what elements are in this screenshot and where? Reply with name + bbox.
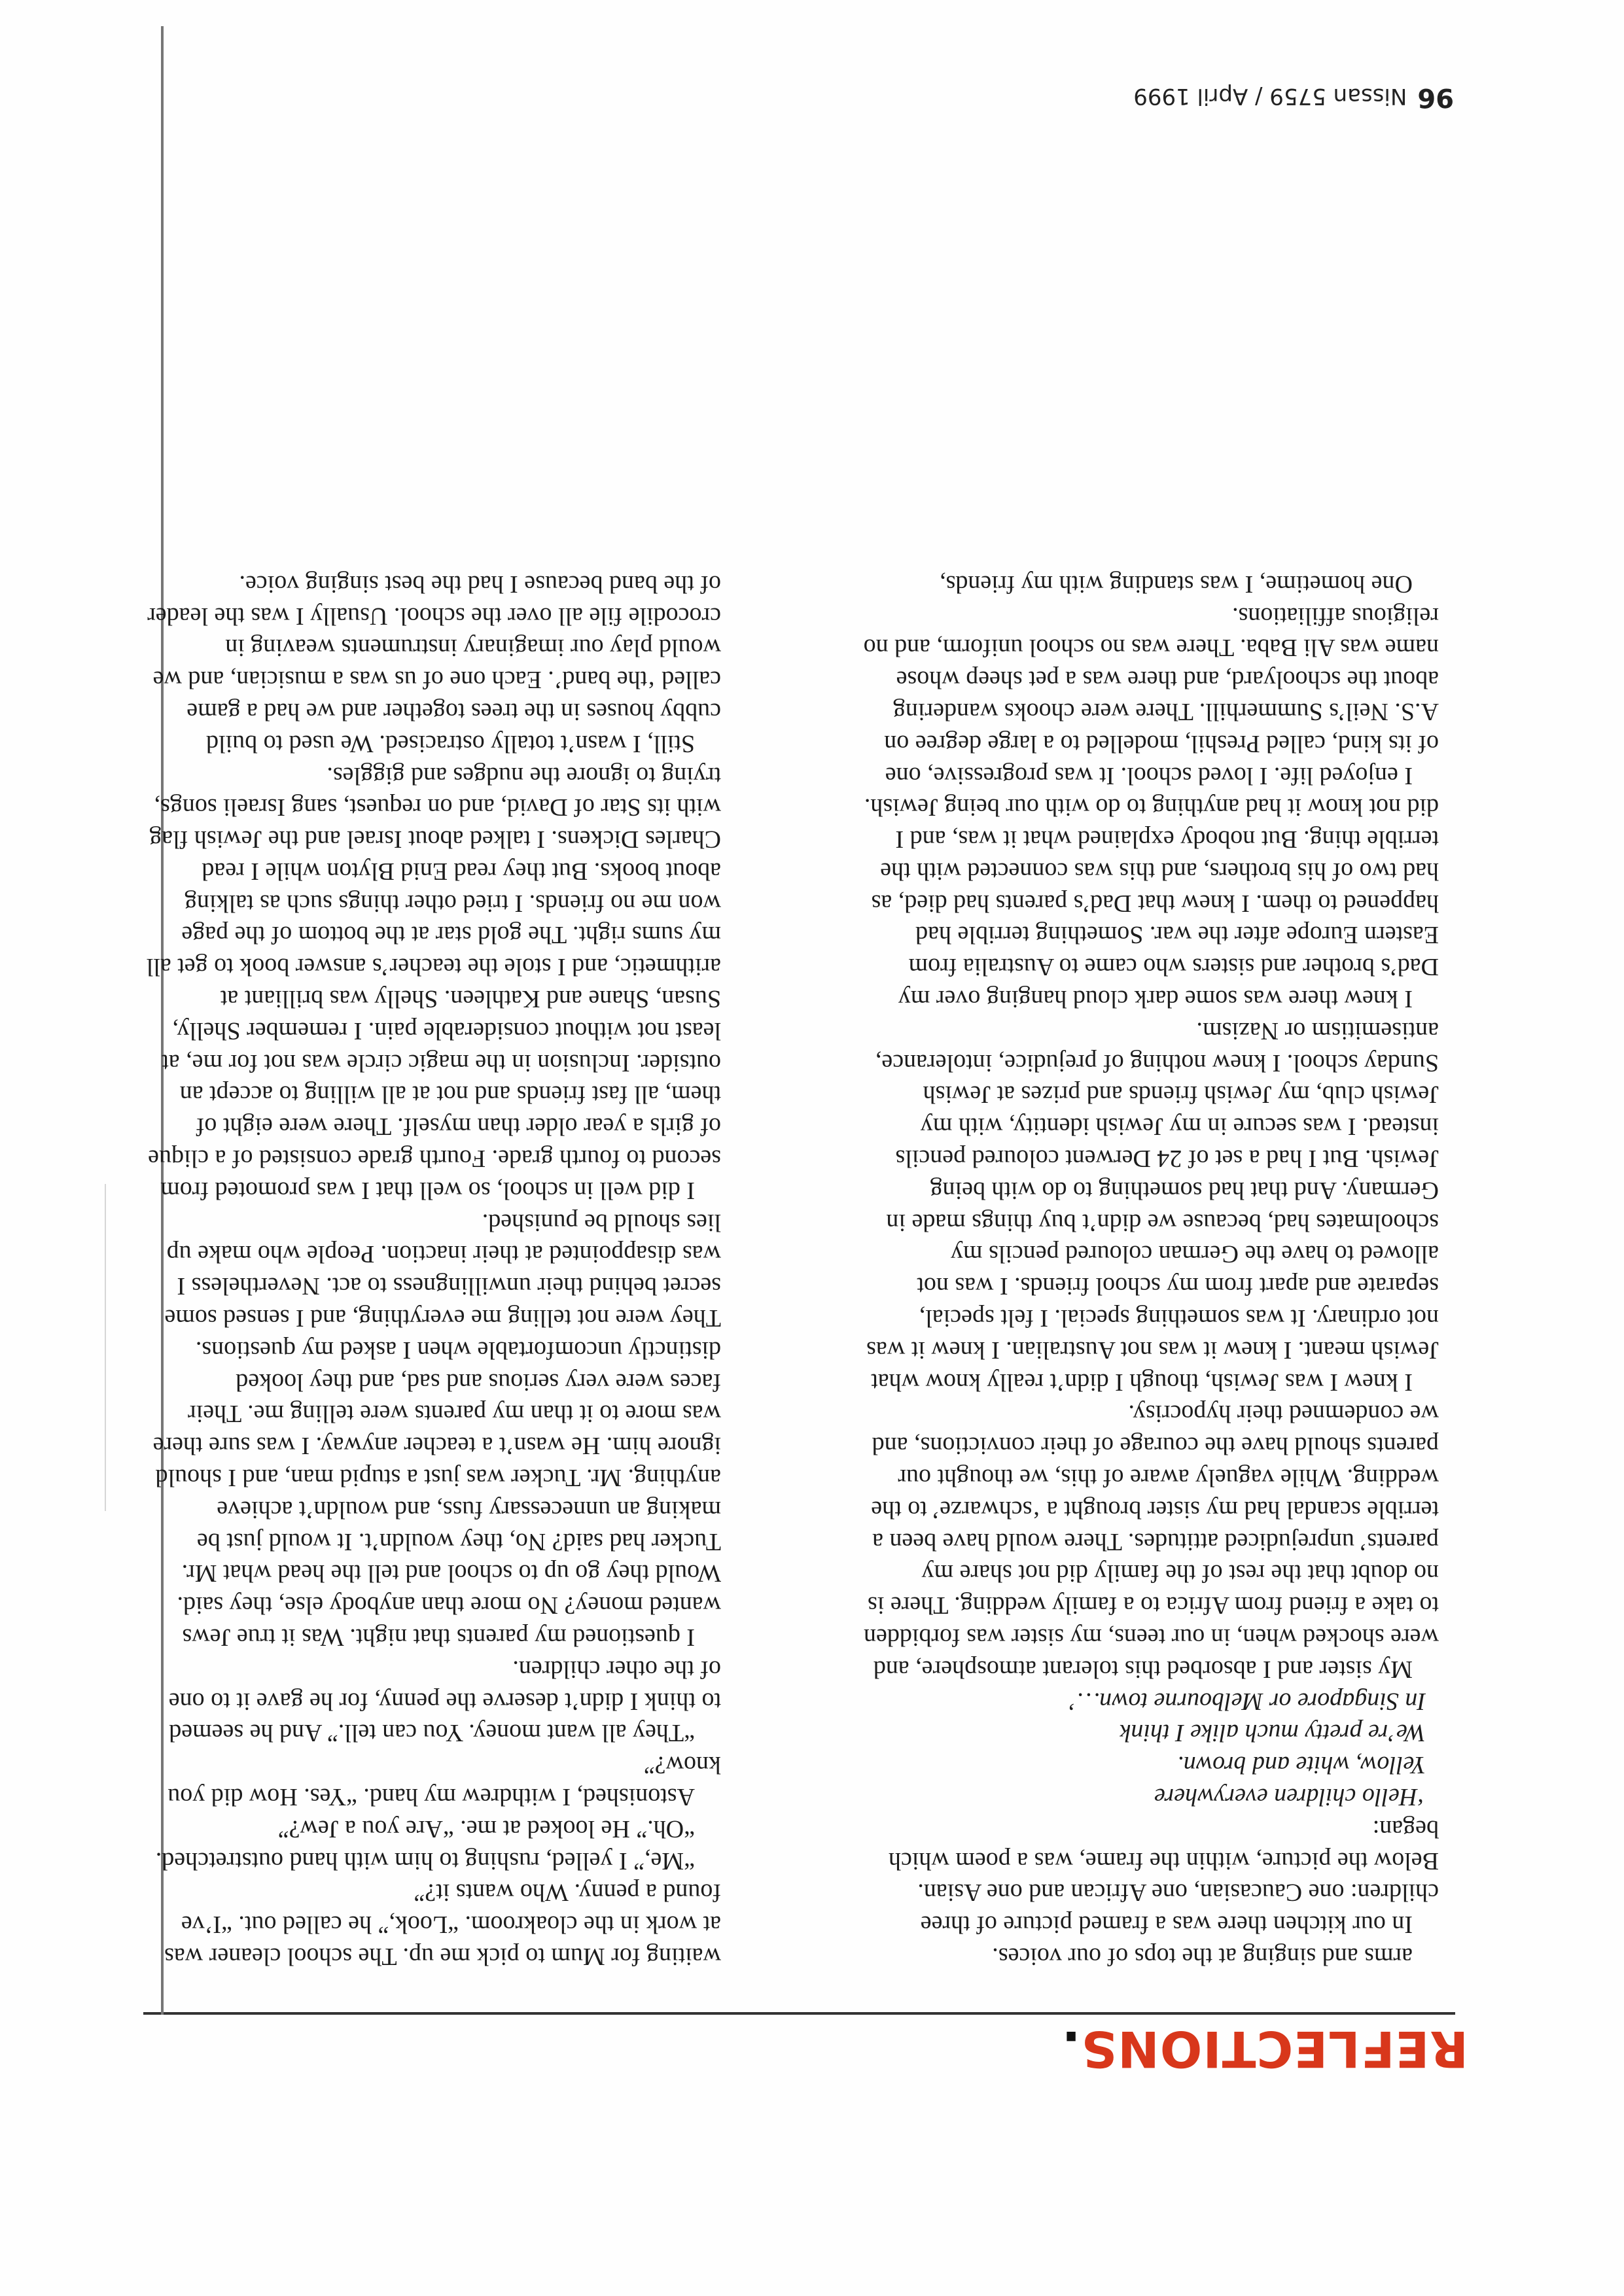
poem-line: In Singapore or Melbourne town…’ <box>1068 1687 1426 1715</box>
paragraph: One hometime, I was standing with my friends, <box>940 570 1413 598</box>
paragraph: “They all want money. You can tell.” And he seemed to think I didn’t deserve the penny, for he gave it to one of the other children. <box>168 1655 721 1747</box>
poem-line: We’re pretty much alike I think <box>1120 1719 1426 1747</box>
poem <box>863 1685 1439 1813</box>
paragraph: I knew there was some dark cloud hanging over my Dad’s brother and sisters who came to Australia from Eastern Europe after the war. Something terrible had happened to them. I knew that Dad’s parents had died, as had two of his brothers, and this was connected with the terrible thing. But nobody explained what it was, and I did not know it had anything to do with our being Jewish. <box>864 793 1439 1013</box>
scan-artifact <box>105 1184 106 1511</box>
section-logo-dot: . <box>1061 2020 1081 2078</box>
issue-date: Nissan 5759 / April 1999 <box>1133 83 1407 109</box>
header-rule <box>143 2012 1455 2015</box>
paragraph: I knew I was Jewish, though I didn’t really know what Jewish meant. I knew it was not Australian. I knew it was not ordinary. It was something special. I felt special, separate and apart from my school friends. I was not allowed to have the German coloured pencils my schoolmates had, because we didn’t buy things made in Germany. And that had something to do with being Jewish. But I had a set of 24 Derwent coloured pencils instead. I was secure in my Jewish identity, with my Jewish club, my Jewish friends and prizes at Jewish Sunday school. I knew nothing of prejudice, intolerance, antisemitism or Nazism. <box>866 1017 1439 1396</box>
paragraph: “Oh.” He looked at me. “Are you a Jew?” <box>277 1815 695 1843</box>
section-logo <box>1061 2020 1468 2078</box>
paragraph: In our kitchen there was a framed picture of three children: one Caucasian, one African and one Asian. Below the picture, within the frame, was a poem which began: <box>888 1815 1439 1939</box>
paragraph: Still, I wasn’t totally ostracised. We used to build cubby houses in the trees together and we had a game called ‘the band’. Each one of us was a musician, and we would play our imaginary instruments weaving in crocodile file all over the school. Usually I was the leader of the band because I had the best singing voice. <box>147 570 721 757</box>
paragraph: “Me,” I yelled, rushing to him with hand outstretched. <box>155 1847 695 1875</box>
paragraph: Astonished, I withdrew my hand. “Yes. How did you know?” <box>168 1751 721 1811</box>
paragraph: I did well in school, so well that I was promoted from second to fourth grade. Fourth grade consisted of a clique of girls a year older than myself. There were eight of them, all fast friends and not at all willing to accept an outsider. Inclusion in the magic circle was not for me, at least not without considerable pain. I remember Shelly, Susan, Shane and Kathleen. Shelly was brilliant at arithmetic, and I stole the teacher’s answer book to get all my sums right. The gold star at the bottom of the page won me no friends. I tried other things such as talking about books. But they read Enid Blyton while I read Charles Dickens. I talked about Israel and the Jewish flag with its Star of David, and on request, sang Israeli songs, trying to ignore the nudges and giggles. <box>146 761 721 1204</box>
paragraph: arms and singing at the tops of our voices. <box>992 1943 1413 1970</box>
right-column <box>145 568 721 1972</box>
paragraph: My sister and I absorbed this tolerant atmosphere, and were shocked when, in our teens, my sister was forbidden to take a friend from Africa to a family wedding. There is no doubt that the rest of the family did not share my parents’ unprejudiced attitudes. There would have been a terrible scandal had my sister brought a ‘schwarze’ to the wedding. While vaguely aware of this, we thought our parents should have the courage of their convictions, and we condemned their hypocrisy. <box>863 1400 1439 1683</box>
page-footer <box>1133 82 1454 113</box>
poem-line: ‘Hello children everywhere <box>1154 1783 1426 1811</box>
section-logo-text: REFLECTIONS <box>1080 2020 1468 2078</box>
page-number: 96 <box>1417 82 1454 113</box>
poem-line: Yellow, white and brown. <box>1177 1751 1426 1779</box>
paragraph: I questioned my parents that night. Was it true Jews wanted money? No more than anybody else, they said. Would they go up to school and tell the head what Mr. Tucker had said? No, they wouldn’t. It would just be making an unnecessary fuss, and wouldn’t achieve anything. Mr. Tucker was just a stupid man, and I should ignore him. He wasn’t a teacher anyway. I was sure there was more to it than my parents were telling me. Their faces were very serious and sad, and they looked distinctly uncomfortable when I asked my questions. They were not telling me everything, and I sensed some secret behind their unwillingness to act. Nevertheless I was disappointed at their inaction. People who make up lies should be punished. <box>152 1208 721 1652</box>
left-column <box>863 568 1439 1972</box>
paragraph: waiting for Mum to pick me up. The school cleaner was at work in the cloakroom. “Look,” he called out. “I’ve found a penny. Who wants it?” <box>164 1879 721 1970</box>
paragraph: I enjoyed life. I loved school. It was progressive, one of its kind, called Preshil, modelled to a large degree on A.S. Neil’s Summerhill. There were chooks wandering about the schoolyard, and there was a pet sheep whose name was Ali Baba. There was no school uniform, and no religious affiliations. <box>863 602 1439 790</box>
